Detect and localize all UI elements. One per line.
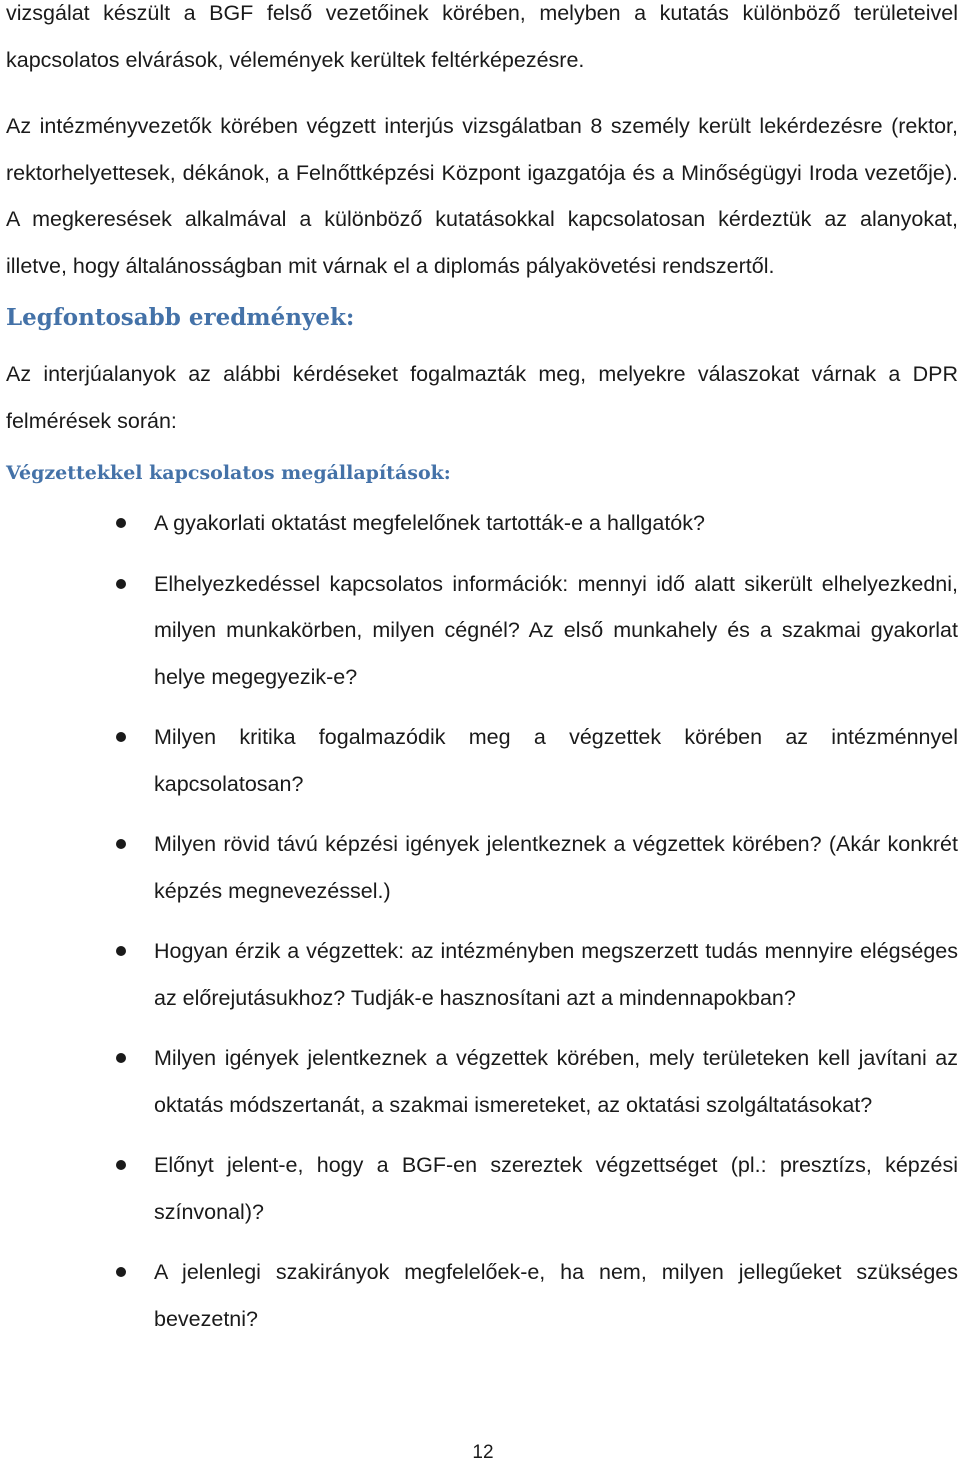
list-item bbox=[6, 1035, 958, 1128]
list-item bbox=[6, 500, 958, 547]
list-item bbox=[6, 928, 958, 1021]
page-number: 12 bbox=[472, 1442, 494, 1463]
list-item-text: Milyen rövid távú képzési igények jelentkeznek a végzettek körében? (Akár konkrét képzés megnevezéssel.) bbox=[154, 832, 958, 903]
results-intro-paragraph: Az interjúalanyok az alábbi kérdéseket fogalmazták meg, melyekre válaszokat várnak a DPR felmérések során: bbox=[6, 362, 958, 433]
heading-main-results: Legfontosabb eredmények: bbox=[6, 304, 355, 331]
bullet-icon bbox=[116, 1267, 126, 1277]
bullet-icon bbox=[116, 1160, 126, 1170]
list-item-text: A jelenlegi szakirányok megfelelőek-e, ha nem, milyen jellegűeket szükséges bevezetni? bbox=[154, 1260, 958, 1331]
bullet-icon bbox=[116, 518, 126, 528]
list-item bbox=[6, 1142, 958, 1235]
list-item-text: Előnyt jelent-e, hogy a BGF-en szereztek végzettséget (pl.: presztízs, képzési színvonal)? bbox=[154, 1153, 958, 1224]
list-item-text: Milyen kritika fogalmazódik meg a végzettek körében az intézménnyel kapcsolatosan? bbox=[154, 725, 958, 796]
intro-paragraph: vizsgálat készült a BGF felső vezetőinek körében, melyben a kutatás különböző területeivel kapcsolatos elvárások, vélemények kerültek feltérképezésre. bbox=[6, 1, 958, 72]
list-item bbox=[6, 561, 958, 701]
list-item-text: Elhelyezkedéssel kapcsolatos információk: mennyi idő alatt sikerült elhelyezkedni, milyen munkakörben, milyen cégnél? Az első munkahely és a szakmai gyakorlat helye megegyezik-e? bbox=[154, 571, 958, 689]
list-item-text: Milyen igények jelentkeznek a végzettek körében, mely területeken kell javítani az oktatás módszertanát, a szakmai ismereteket, az oktatási szolgáltatásokat? bbox=[154, 1046, 958, 1117]
bullet-icon bbox=[116, 579, 126, 589]
list-item bbox=[6, 714, 958, 807]
question-list bbox=[6, 500, 958, 1342]
bullet-icon bbox=[116, 839, 126, 849]
list-item-text: A gyakorlati oktatást megfelelőnek tartották-e a hallgatók? bbox=[154, 511, 705, 535]
list-item-text: Hogyan érzik a végzettek: az intézményben megszerzett tudás mennyire elégséges az előrejutásukhoz? Tudják-e hasznosítani azt a mindennapokban? bbox=[154, 939, 958, 1010]
interview-paragraph: Az intézményvezetők körében végzett interjús vizsgálatban 8 személy került lekérdezésre (rektor, rektorhelyettesek, dékánok, a Felnőttképzési Központ igazgatója és a Minőségügyi Iroda vezetője). A megkeresések alkalmával a különböző kutatásokkal kapcsolatosan kérdeztük az alanyokat, illetve, hogy általánosságban mit várnak el a diplomás pályakövetési rendszertől. bbox=[6, 114, 958, 278]
heading-graduates: Végzettekkel kapcsolatos megállapítások: bbox=[6, 462, 451, 484]
bullet-icon bbox=[116, 732, 126, 742]
document-page bbox=[6, 0, 958, 1356]
list-item bbox=[6, 1249, 958, 1342]
bullet-icon bbox=[116, 1053, 126, 1063]
list-item bbox=[6, 821, 958, 914]
bullet-icon bbox=[116, 946, 126, 956]
